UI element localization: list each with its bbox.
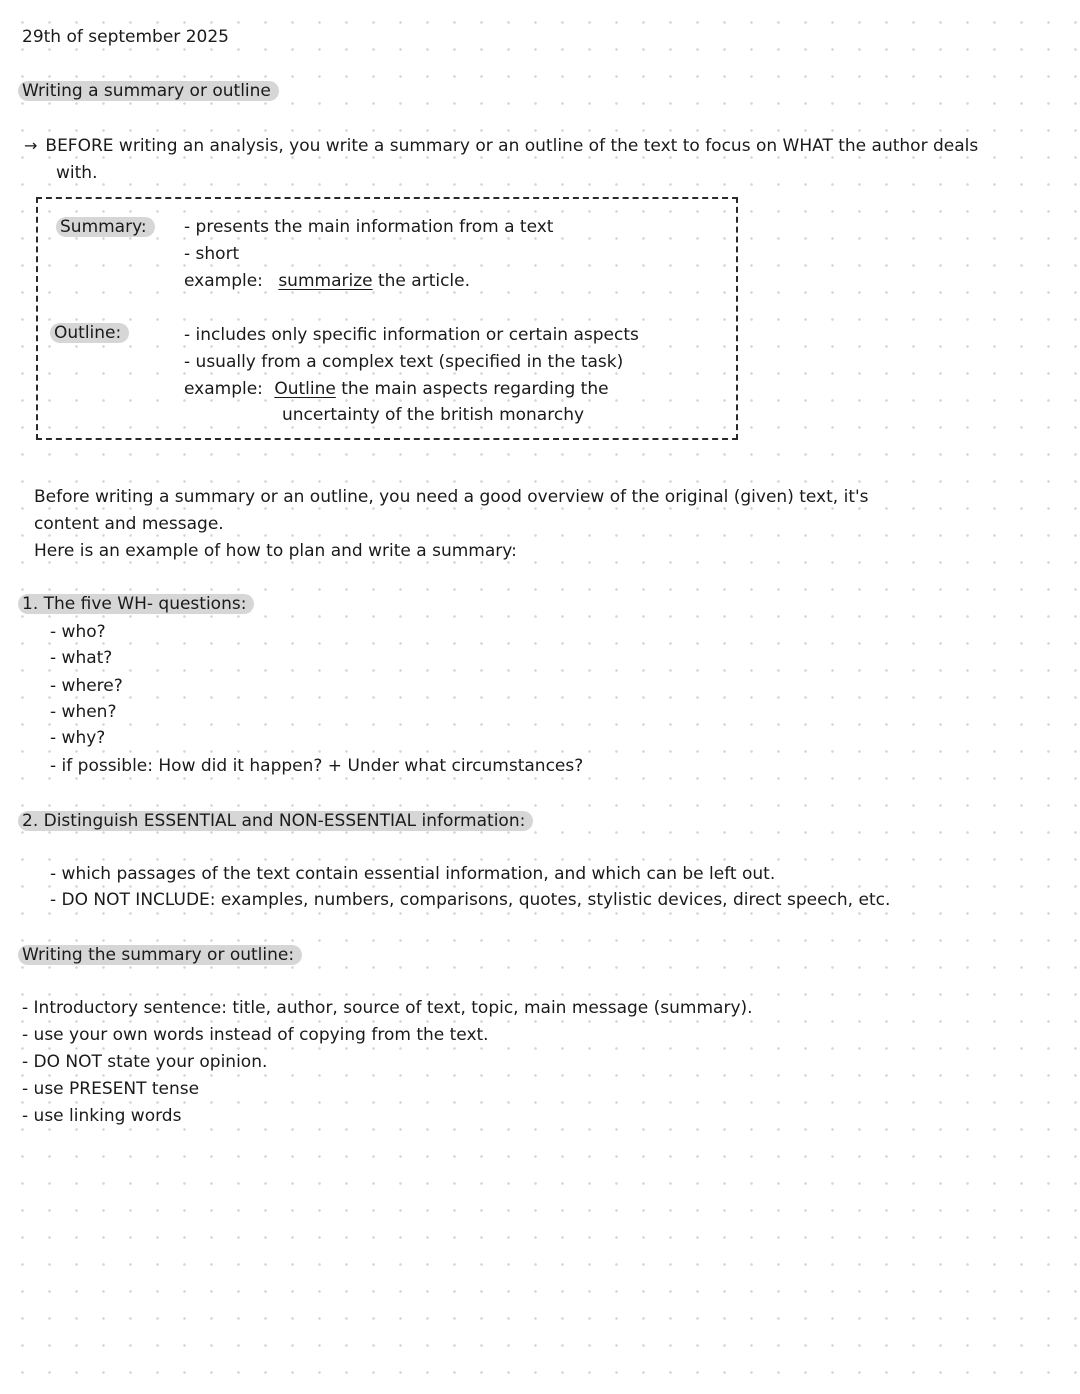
arrow-right-icon: → <box>24 136 38 155</box>
overview-line-3: Here is an example of how to plan and write a summary: <box>34 541 517 561</box>
step2-title <box>18 810 533 832</box>
section-title <box>18 80 279 102</box>
summary-point-2: - short <box>184 244 240 264</box>
step1-title <box>18 593 254 615</box>
step2-item-1: - which passages of the text contain essential information, and which can be left out. <box>50 864 776 884</box>
step1-item-who: - who? <box>50 622 106 642</box>
date: 29th of september 2025 <box>22 27 229 47</box>
writing-item-5: - use linking words <box>22 1106 182 1126</box>
step2-title-text: 2. Distinguish ESSENTIAL and NON-ESSENTIAL information: <box>18 811 533 831</box>
section-title-text: Writing a summary or outline <box>18 81 279 101</box>
outline-example-keyword: Outline <box>274 379 336 399</box>
writing-title <box>18 944 302 966</box>
writing-title-text: Writing the summary or outline: <box>18 945 302 965</box>
summary-example-label: example: <box>184 271 263 291</box>
writing-item-3: - DO NOT state your opinion. <box>22 1052 268 1072</box>
writing-item-2: - use your own words instead of copying from the text. <box>22 1025 489 1045</box>
step1-item-why: - why? <box>50 728 106 748</box>
outline-label <box>50 322 129 344</box>
summary-example-keyword: summarize <box>278 271 373 291</box>
intro-text-1: BEFORE writing an analysis, you write a summary or an outline of the text to focus on WHAT the author deals <box>45 136 979 156</box>
summary-example <box>184 270 470 292</box>
overview-line-2: content and message. <box>34 514 224 534</box>
outline-example-label: example: <box>184 379 263 399</box>
outline-example <box>184 378 609 400</box>
summary-label-text: Summary: <box>56 217 155 237</box>
outline-point-1: - includes only specific information or certain aspects <box>184 325 639 345</box>
intro-line-2: with. <box>56 163 98 183</box>
outline-example-rest: the main aspects regarding the <box>341 379 609 399</box>
intro-line-1 <box>24 135 978 157</box>
step1-item-when: - when? <box>50 702 117 722</box>
step1-title-text: 1. The five WH- questions: <box>18 594 254 614</box>
outline-label-text: Outline: <box>50 323 129 343</box>
writing-item-1: - Introductory sentence: title, author, source of text, topic, main message (summary). <box>22 998 753 1018</box>
outline-example-line-2: uncertainty of the british monarchy <box>282 405 585 425</box>
summary-label <box>56 216 155 238</box>
summary-point-1: - presents the main information from a text <box>184 217 554 237</box>
outline-point-2: - usually from a complex text (specified in the task) <box>184 352 624 372</box>
overview-line-1: Before writing a summary or an outline, you need a good overview of the original (given) text, it's <box>34 487 869 507</box>
writing-item-4: - use PRESENT tense <box>22 1079 200 1099</box>
step1-item-what: - what? <box>50 648 113 668</box>
step1-item-where: - where? <box>50 676 123 696</box>
step2-item-2: - DO NOT INCLUDE: examples, numbers, comparisons, quotes, stylistic devices, direct speech, etc. <box>50 890 891 910</box>
summary-example-rest: the article. <box>377 271 471 291</box>
step1-item-how: - if possible: How did it happen? + Under what circumstances? <box>50 756 584 776</box>
